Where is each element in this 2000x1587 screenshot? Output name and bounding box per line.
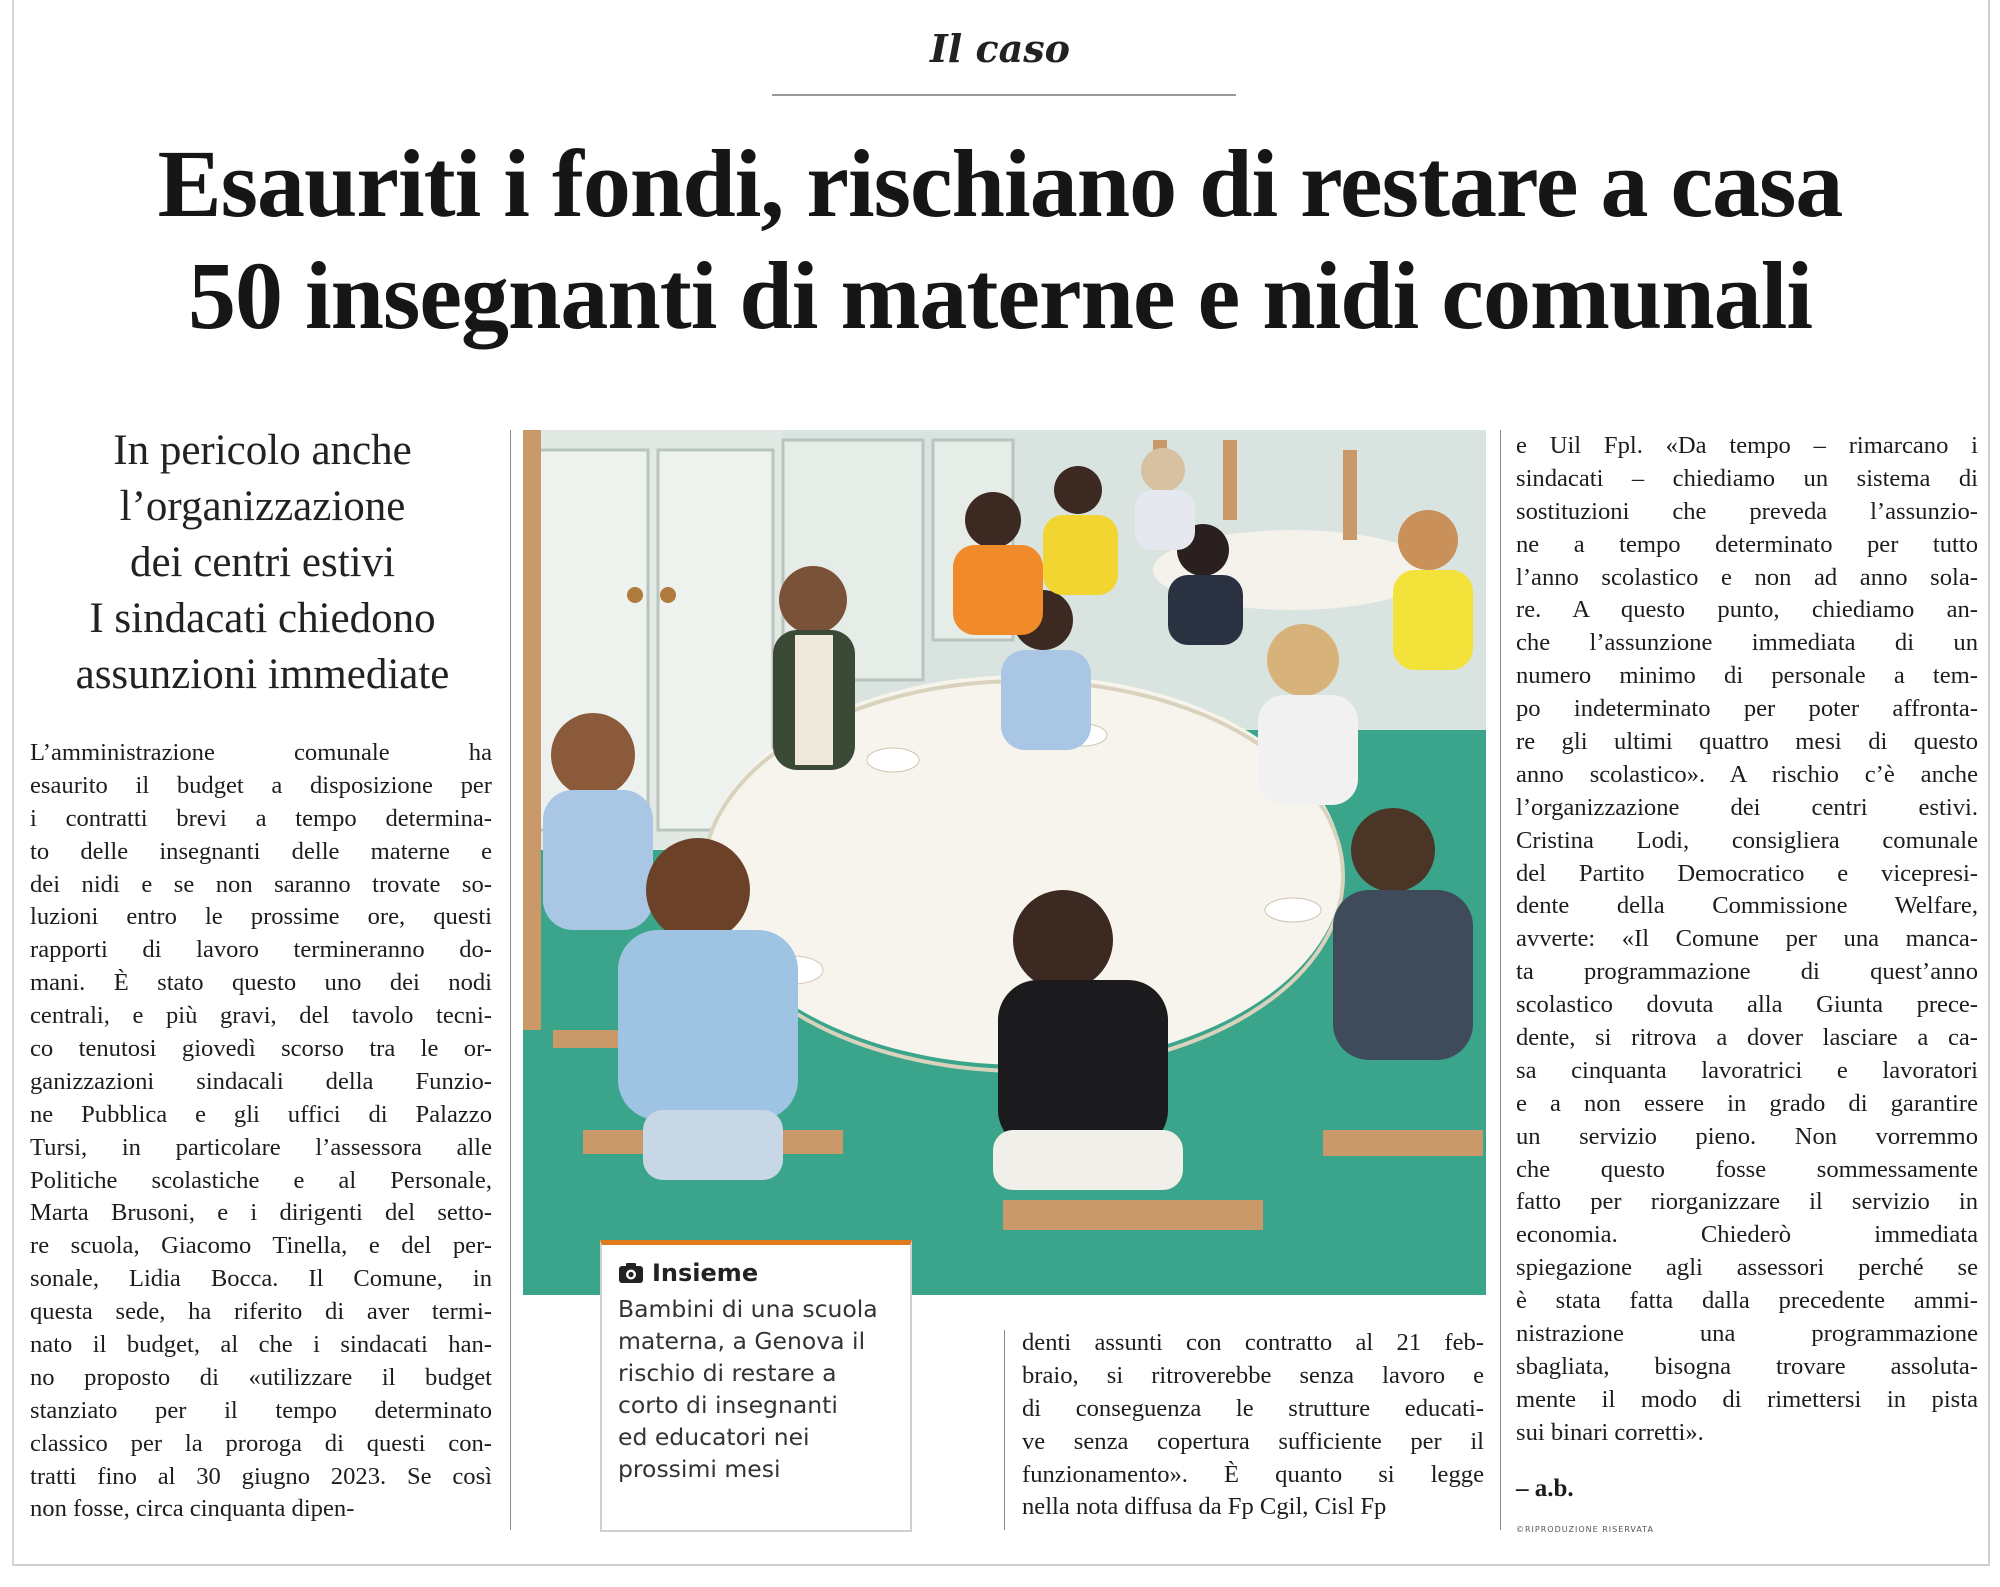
text-line: fatto per riorganizzare il servizio in xyxy=(1516,1188,1978,1216)
subhead-line: assunzioni immediate xyxy=(75,651,450,698)
text-line: l’anno scolastico e non ad anno sola- xyxy=(1516,563,1978,591)
headline-line-2: 50 insegnanti di materne e nidi comunali xyxy=(187,242,1813,349)
text-line: luzioni entro le prossime ore, questi xyxy=(30,903,492,931)
text-line: nella nota diffusa da Fp Cgil, Cisl Fp xyxy=(1022,1493,1387,1521)
text-line: re. A questo punto, chiediamo an- xyxy=(1516,596,1978,624)
camera-icon xyxy=(618,1262,644,1284)
kicker: Il caso xyxy=(930,26,1070,71)
text-line: dei nidi e se non saranno trovate so- xyxy=(30,870,492,898)
text-line: Tursi, in particolare l’assessora alle xyxy=(30,1133,492,1161)
text-line: sonale, Lidia Bocca. Il Comune, in xyxy=(30,1265,492,1293)
classroom-photo-illustration xyxy=(523,430,1486,1295)
text-line: spiegazione agli assessori perché se xyxy=(1516,1254,1978,1282)
text-line: L’amministrazione comunale ha xyxy=(30,739,492,766)
photo-caption xyxy=(600,1240,912,1532)
text-line: sbagliata, bisogna trovare assoluta- xyxy=(1516,1352,1978,1380)
text-line: no proposto di «utilizzare il budget xyxy=(30,1363,492,1391)
text-line: ve senza copertura sufficiente per il xyxy=(1022,1427,1484,1455)
text-line: del Partito Democratico e vicepresi- xyxy=(1516,859,1978,887)
author-signoff: – a.b. xyxy=(1516,1475,1574,1502)
text-line: dente, si ritrova a dover lasciare a ca- xyxy=(1516,1024,1978,1052)
caption-line: Bambini di una scuola xyxy=(618,1295,878,1323)
caption-line: rischio di restare a xyxy=(618,1359,837,1387)
text-line: che questo fosse sommessamente xyxy=(1516,1155,1978,1183)
kicker-rule xyxy=(772,94,1236,96)
text-line: Cristina Lodi, consigliera comunale xyxy=(1516,826,1978,854)
text-line: mente il modo di rimettersi in pista xyxy=(1516,1385,1978,1413)
subhead-line: dei centri estivi xyxy=(129,539,396,586)
text-line: è stata fatta dalla precedente ammi- xyxy=(1516,1287,1978,1315)
text-line: sa cinquanta lavoratrici e lavoratori xyxy=(1516,1056,1978,1084)
text-line: classico per la proroga di questi con- xyxy=(30,1429,492,1457)
caption-title xyxy=(618,1259,894,1287)
text-line: l’organizzazione dei centri estivi. xyxy=(1516,793,1978,821)
text-line: Marta Brusoni, e i dirigenti del setto- xyxy=(30,1199,492,1227)
text-line: nistrazione una programmazione xyxy=(1516,1320,1978,1348)
text-line: i contratti brevi a tempo determina- xyxy=(30,804,492,832)
text-line: braio, si ritroverebbe senza lavoro e xyxy=(1022,1361,1484,1389)
text-line: ta programmazione di quest’anno xyxy=(1516,958,1978,986)
column-rule xyxy=(1004,1330,1005,1530)
text-line: anno scolastico». A rischio c’è anche xyxy=(1516,760,1978,788)
text-line: numero minimo di personale a tem- xyxy=(1516,662,1978,690)
text-line: nato il budget, al che i sindacati han- xyxy=(30,1331,492,1359)
headline xyxy=(0,128,2000,352)
caption-line: prossimi mesi xyxy=(618,1455,781,1483)
column-rule xyxy=(1500,430,1501,1530)
caption-title-text: Insieme xyxy=(652,1259,759,1287)
text-line: rapporti di lavoro termineranno do- xyxy=(30,936,492,964)
text-line: to delle insegnanti delle materne e xyxy=(30,837,492,865)
caption-line: ed educatori nei xyxy=(618,1423,810,1451)
text-line: scolastico dovuta alla Giunta prece- xyxy=(1516,991,1978,1019)
text-line: di conseguenza le strutture educati- xyxy=(1022,1394,1484,1422)
text-line: mani. È stato questo uno dei nodi xyxy=(30,969,492,997)
article-photo xyxy=(523,430,1486,1295)
text-line: ne a tempo determinato per tutto xyxy=(1516,530,1978,558)
article-column-1 xyxy=(30,737,492,1526)
text-line: economia. Chiederò immediata xyxy=(1516,1221,1978,1249)
subheadline xyxy=(30,423,495,703)
column-rule xyxy=(510,430,511,1530)
subhead-line: In pericolo anche xyxy=(113,427,412,474)
caption-line: corto di insegnanti xyxy=(618,1391,838,1419)
text-line: sostituzioni che preveda l’assunzio- xyxy=(1516,497,1978,525)
text-line: dente della Commissione Welfare, xyxy=(1516,892,1978,920)
text-line: un servizio pieno. Non vorremmo xyxy=(1516,1122,1978,1150)
headline-line-1: Esauriti i fondi, rischiano di restare a casa xyxy=(157,130,1843,237)
text-line: denti assunti con contratto al 21 feb- xyxy=(1022,1329,1484,1356)
text-line: sindacati – chiediamo un sistema di xyxy=(1516,464,1978,492)
caption-line: materna, a Genova il xyxy=(618,1327,866,1355)
article-column-2 xyxy=(1022,1327,1484,1524)
text-line: stanziato per il tempo determinato xyxy=(30,1396,492,1424)
text-line: tratti fino al 30 giugno 2023. Se così xyxy=(30,1462,492,1490)
text-line: esaurito il budget a disposizione per xyxy=(30,771,492,799)
text-line: che l’assunzione immediata di un xyxy=(1516,629,1978,657)
text-line: questa sede, ha riferito di aver termi- xyxy=(30,1298,492,1326)
text-line: ganizzazioni sindacali della Funzio- xyxy=(30,1067,492,1095)
caption-body xyxy=(618,1293,894,1485)
text-line: co tenutosi giovedì scorso tra le or- xyxy=(30,1035,492,1063)
copyright-notice: ©RIPRODUZIONE RISERVATA xyxy=(1516,1525,1654,1534)
article-column-3 xyxy=(1516,430,1978,1450)
text-line: non fosse, circa cinquanta dipen- xyxy=(30,1495,355,1523)
subhead-line: I sindacati chiedono xyxy=(89,595,436,642)
text-line: po indeterminato per poter affronta- xyxy=(1516,695,1978,723)
text-line: avverte: «Il Comune per una manca- xyxy=(1516,925,1978,953)
text-line: e Uil Fpl. «Da tempo – rimarcano i xyxy=(1516,432,1978,459)
text-line: re scuola, Giacomo Tinella, e del per- xyxy=(30,1232,492,1260)
text-line: re gli ultimi quattro mesi di questo xyxy=(1516,728,1978,756)
text-line: e a non essere in grado di garantire xyxy=(1516,1089,1978,1117)
text-line: centrali, e più gravi, del tavolo tecni- xyxy=(30,1002,492,1030)
text-line: funzionamento». È quanto si legge xyxy=(1022,1460,1484,1488)
text-line: ne Pubblica e gli uffici di Palazzo xyxy=(30,1100,492,1128)
text-line: Politiche scolastiche e al Personale, xyxy=(30,1166,492,1194)
text-line: sui binari corretti». xyxy=(1516,1418,1704,1446)
subhead-line: l’organizzazione xyxy=(119,483,406,530)
